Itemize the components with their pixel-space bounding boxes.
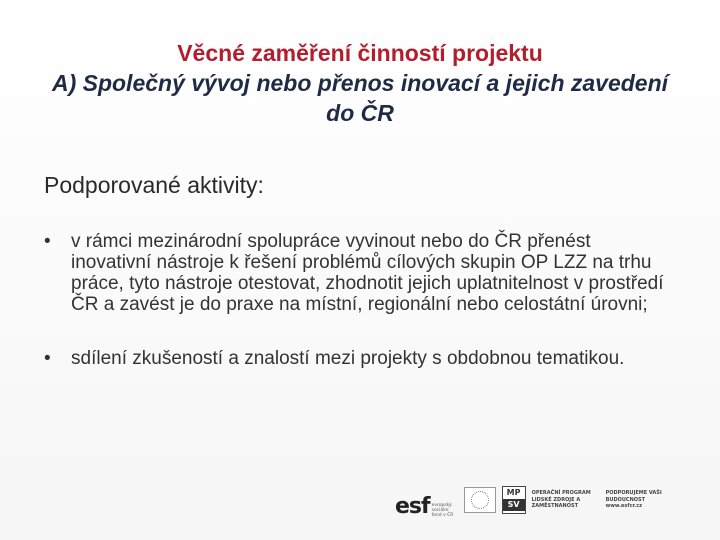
mpsv-logo xyxy=(502,486,526,514)
mpsv-top: MP xyxy=(506,488,521,497)
title-line-1: Věcné zaměření činností projektu xyxy=(177,40,543,66)
slogan: PODPORUJEME VAŠI BUDOUCNOST www.esfcr.cz xyxy=(605,490,662,510)
bullet-text: sdílení zkušeností a znalostí mezi projekty s obdobnou tematikou. xyxy=(71,348,625,369)
title-line-2: A) Společný vývoj nebo přenos inovací a jejich zavedení do ČR xyxy=(51,70,669,126)
bullet-item xyxy=(44,348,674,369)
bullet-marker: • xyxy=(44,348,51,369)
esf-logo xyxy=(395,482,458,518)
mpsv-bottom: SV xyxy=(503,499,525,511)
eu-flag-icon xyxy=(464,487,496,513)
bullet-list xyxy=(44,231,674,369)
bullet-marker: • xyxy=(44,231,51,252)
bullet-text: v rámci mezinárodní spolupráce vyvinout nebo do ČR přenést inovativní nástroje k řešení problémů cílových skupin OP LZZ na trhu práce, tyto nástroje otestovat, zhodnotit jejich uplatnitelnost v prostředí ČR a zavést je do praxe na místní, regionální nebo celostátní úrovni; xyxy=(71,231,664,315)
programme-name: OPERAČNÍ PROGRAM LIDSKÉ ZDROJE A ZAMĚSTNANOST xyxy=(531,490,591,510)
slide-title xyxy=(40,38,680,128)
bullet-item xyxy=(44,231,674,315)
esf-mark: esf xyxy=(395,494,430,519)
footer-logos xyxy=(395,481,695,519)
section-heading: Podporované aktivity: xyxy=(44,172,264,198)
esf-caption: evropský sociální fond v ČR xyxy=(431,503,454,518)
